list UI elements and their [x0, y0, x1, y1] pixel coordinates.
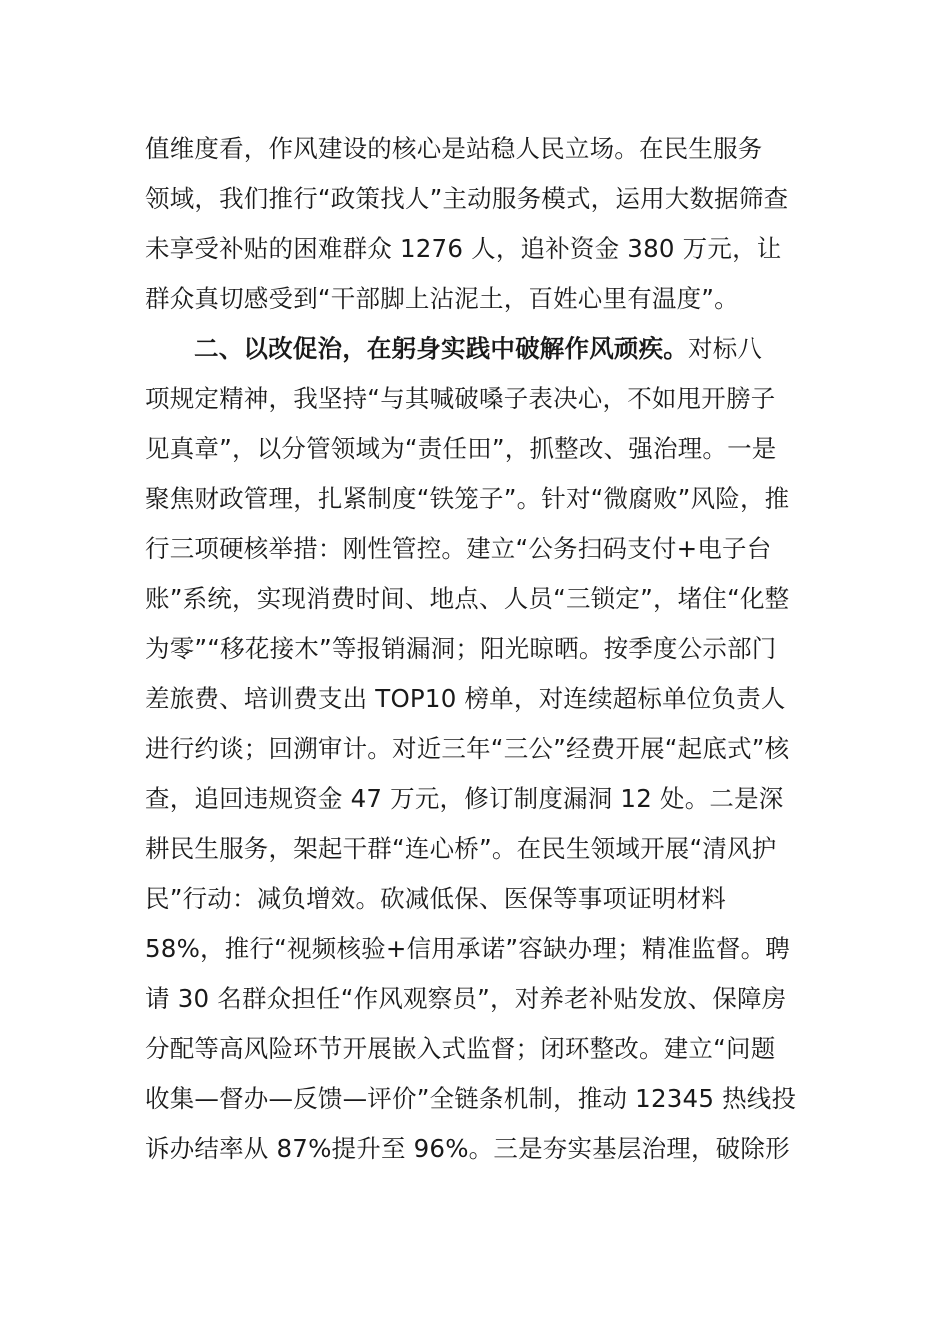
text-run: 对标八	[688, 334, 763, 363]
text-line: 差旅费、培训费支出 TOP10 榜单，对连续超标单位负责人	[145, 684, 786, 713]
paragraph-1	[145, 124, 810, 324]
text-line: 领域，我们推行“政策找人”主动服务模式，运用大数据筛查	[145, 184, 789, 213]
text-line: 分配等高风险环节开展嵌入式监督；闭环整改。建立“问题	[145, 1034, 776, 1063]
text-line	[145, 324, 810, 374]
text-line: 值维度看，作风建设的核心是站稳人民立场。在民生服务	[145, 134, 763, 163]
text-line: 账”系统，实现消费时间、地点、人员“三锁定”，堵住“化整	[145, 584, 790, 613]
text-line: 58%，推行“视频核验+信用承诺”容缺办理；精准监督。聘	[145, 934, 790, 963]
text-line: 聚焦财政管理，扎紧制度“铁笼子”。针对“微腐败”风险，推	[145, 484, 790, 513]
text-line: 行三项硬核举措：刚性管控。建立“公务扫码支付+电子台	[145, 534, 772, 563]
text-line: 耕民生服务，架起干群“连心桥”。在民生领域开展“清风护	[145, 834, 777, 863]
paragraph-2	[145, 324, 810, 1174]
text-line: 请 30 名群众担任“作风观察员”，对养老补贴发放、保障房	[145, 984, 787, 1013]
text-line: 群众真切感受到“干部脚上沾泥土，百姓心里有温度”。	[145, 284, 739, 313]
text-line: 为零”“移花接木”等报销漏洞；阳光晾晒。按季度公示部门	[145, 634, 777, 663]
text-line: 进行约谈；回溯审计。对近三年“三公”经费开展“起底式”核	[145, 734, 790, 763]
text-line: 查，追回违规资金 47 万元，修订制度漏洞 12 处。二是深	[145, 784, 784, 813]
section-heading: 二、以改促治，在躬身实践中破解作风顽疾。	[194, 334, 688, 363]
text-line: 民”行动：减负增效。砍减低保、医保等事项证明材料	[145, 884, 726, 913]
text-line: 诉办结率从 87%提升至 96%。三是夯实基层治理，破除形	[145, 1134, 790, 1163]
text-line: 收集—督办—反馈—评价”全链条机制，推动 12345 热线投	[145, 1084, 797, 1113]
text-line: 项规定精神，我坚持“与其喊破嗓子表决心，不如甩开膀子	[145, 384, 776, 413]
text-line: 未享受补贴的困难群众 1276 人，追补资金 380 万元，让	[145, 234, 782, 263]
document-body	[145, 124, 810, 1174]
text-line: 见真章”，以分管领域为“责任田”，抓整改、强治理。一是	[145, 434, 777, 463]
